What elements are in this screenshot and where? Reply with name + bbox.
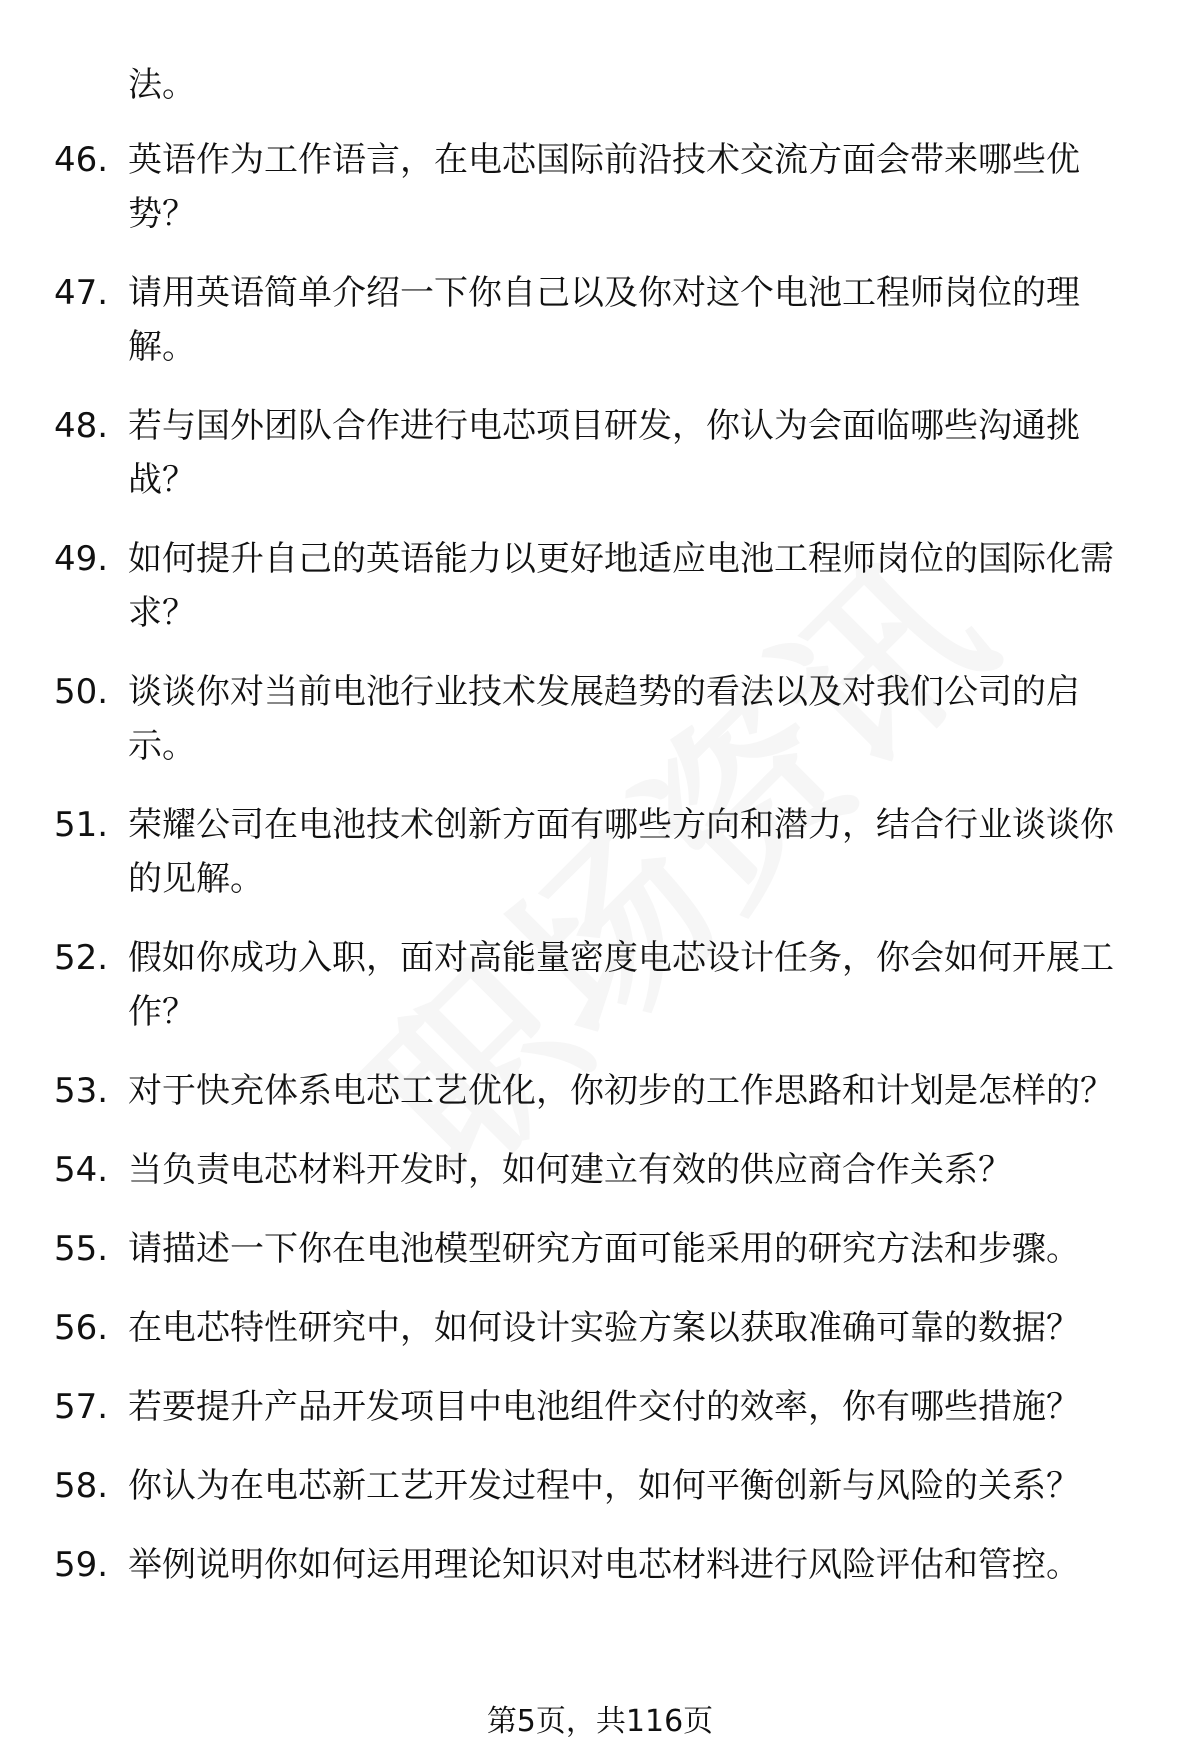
question-text: 假如你成功入职，面对高能量密度电芯设计任务，你会如何开展工作？ xyxy=(128,938,1114,1032)
question-text: 英语作为工作语言，在电芯国际前沿技术交流方面会带来哪些优势？ xyxy=(128,140,1080,234)
list-item xyxy=(0,665,1200,773)
list-item xyxy=(0,1538,1200,1592)
list-item xyxy=(0,1143,1200,1197)
question-number: 49. xyxy=(54,539,109,579)
question-text: 举例说明你如何运用理论知识对电芯材料进行风险评估和管控。 xyxy=(128,1545,1080,1585)
question-text: 荣耀公司在电池技术创新方面有哪些方向和潜力，结合行业谈谈你的见解。 xyxy=(128,805,1114,899)
question-number: 56. xyxy=(54,1308,109,1348)
page-number-footer: 第5页，共116页 xyxy=(486,1704,714,1739)
question-number: 47. xyxy=(54,273,109,313)
question-text: 如何提升自己的英语能力以更好地适应电池工程师岗位的国际化需求？ xyxy=(128,539,1114,633)
list-item xyxy=(0,399,1200,507)
question-text: 请用英语简单介绍一下你自己以及你对这个电池工程师岗位的理解。 xyxy=(128,273,1080,367)
list-item xyxy=(0,931,1200,1039)
question-number: 55. xyxy=(54,1229,109,1269)
question-number: 59. xyxy=(54,1545,109,1585)
question-text: 若要提升产品开发项目中电池组件交付的效率，你有哪些措施？ xyxy=(128,1387,1080,1427)
question-list xyxy=(0,133,1200,1617)
continued-text: 法。 xyxy=(128,65,196,105)
list-item xyxy=(0,1222,1200,1276)
list-item xyxy=(0,1064,1200,1118)
question-text: 若与国外团队合作进行电芯项目研发，你认为会面临哪些沟通挑战？ xyxy=(128,406,1080,500)
question-number: 46. xyxy=(54,140,109,180)
question-text: 当负责电芯材料开发时，如何建立有效的供应商合作关系？ xyxy=(128,1150,1012,1190)
question-text: 请描述一下你在电池模型研究方面可能采用的研究方法和步骤。 xyxy=(128,1229,1080,1269)
list-item xyxy=(0,1301,1200,1355)
list-item xyxy=(0,532,1200,640)
question-number: 48. xyxy=(54,406,109,446)
list-item xyxy=(0,1459,1200,1513)
list-item xyxy=(0,133,1200,241)
list-item xyxy=(0,266,1200,374)
question-number: 53. xyxy=(54,1071,109,1111)
question-number: 58. xyxy=(54,1466,109,1506)
question-number: 50. xyxy=(54,672,109,712)
list-item xyxy=(0,1380,1200,1434)
question-text: 谈谈你对当前电池行业技术发展趋势的看法以及对我们公司的启示。 xyxy=(128,672,1080,766)
list-item xyxy=(0,798,1200,906)
question-number: 57. xyxy=(54,1387,109,1427)
question-text: 你认为在电芯新工艺开发过程中，如何平衡创新与风险的关系？ xyxy=(128,1466,1080,1506)
question-number: 52. xyxy=(54,938,109,978)
question-text: 对于快充体系电芯工艺优化，你初步的工作思路和计划是怎样的？ xyxy=(128,1071,1114,1111)
question-number: 54. xyxy=(54,1150,109,1190)
question-number: 51. xyxy=(54,805,109,845)
question-text: 在电芯特性研究中，如何设计实验方案以获取准确可靠的数据？ xyxy=(128,1308,1080,1348)
